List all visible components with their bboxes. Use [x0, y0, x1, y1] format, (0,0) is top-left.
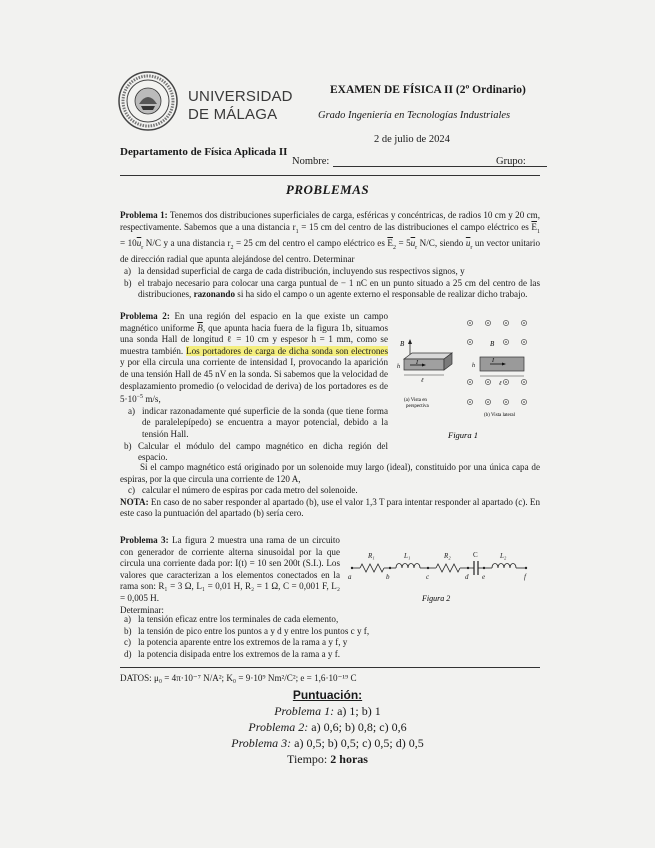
degree-name: Grado Ingeniería en Tecnologías Industriales	[318, 110, 511, 121]
group-field[interactable]	[496, 156, 547, 167]
problem-1-heading: Problema 1:	[120, 210, 168, 220]
problem-3-item-c: c) la potencia aparente entre los extremos de la rama a y f, y	[124, 637, 348, 648]
group-blank-line[interactable]	[529, 157, 547, 167]
section-title: PROBLEMAS	[285, 182, 370, 197]
problem-2-item-a: a) indicar razonadamente qué superficie de la sonda (que tiene forma de paralelepípedo) se encuentra a mayor potencial, debido a la tensión Hall.	[128, 405, 388, 439]
svg-text:R₁: R₁	[368, 552, 375, 560]
problem-2-item-c: c) calcular el número de espiras por cada metro del solenoide.	[128, 485, 358, 496]
svg-text:b: b	[386, 573, 390, 581]
field-B-label-b: B	[490, 340, 495, 348]
figure-1-caption: Figura 1	[448, 430, 478, 440]
grading-heading: Puntuación:	[292, 688, 363, 702]
thickness-h-label-b: h	[472, 363, 475, 369]
grading-problem-3: Problema 3: a) 0,5; b) 0,5; c) 0,5; d) 0,5	[231, 736, 424, 750]
svg-text:R₂: R₂	[444, 552, 451, 560]
svg-text:C: C	[473, 551, 478, 559]
problem-3-item-d: d) la potencia disipada entre los extremos de la rama a y f.	[124, 648, 341, 659]
footer-divider	[120, 667, 540, 668]
problem-3-heading: Problema 3:	[120, 535, 169, 545]
figure-1b-caption: (b) Vista lateral	[484, 413, 515, 418]
inductor-L1	[396, 564, 420, 569]
field-B-label-a: B	[400, 340, 405, 348]
figure-1-hall-probe	[392, 314, 542, 444]
exam-date: 2 de julio de 2024	[374, 134, 450, 145]
problem-1: Problema 1: Tenemos dos distribuciones superficiales de carga, esféricas y concéntricas, de radios 10 cm y 20 cm, respectivamente. Sabemos que a una distancia $r_1 = 15$ cm del centro de las distribuciones el campo eléctrico es $\overline{E}_1 = 10\overline{u}_r$ N/C y a una distancia $r_2 = 25$ cm del centro el campo eléctrico es $\overline{E}_2 = 5\overline{u}_r$ N/C, siendo $\overline{u}_r$ un vector unitario de dirección radial que apunta alejándose del centro. Determinar a) la densidad superficial de carga de cada distribución, incluyendo sus respectivos signos, y b) el trabajo necesario para colocar una carga puntual de − 1 nC en un punto situado a 25 cm del centro de las distribuciones, razonando si ha sido el campo o un agente externo el responsable de realizar dicho trabajo.	[120, 210, 541, 300]
figure-1b-side-view	[467, 320, 526, 418]
highlighted-text: Los portadores de carga de dicha sonda son electrones	[186, 345, 388, 356]
exam-title: EXAMEN DE FÍSICA II (2º Ordinario)	[330, 84, 526, 96]
problem-3-items	[120, 614, 540, 660]
current-I-label-b: I	[492, 358, 494, 364]
university-name: UNIVERSIDAD DE MÁLAGA	[188, 88, 293, 123]
svg-text:c: c	[426, 573, 430, 581]
length-l-label-b: ℓ	[499, 381, 502, 387]
exam-time: Tiempo: 2 horas	[287, 752, 368, 766]
department-name: Departamento de Física Aplicada II	[120, 146, 288, 158]
problem-3: Problema 3: La figura 2 muestra una rama de un circuito con generador de corriente alterna sinusoidal por la que circula una corriente dada por: I(t) = 10 sen 200t (S.I.). Los valores que caracterizan a los elementos conectados en la rama son: R₁ = 3 Ω, L₁ = 0,01 H, R₂ = 1 Ω, C = 0,001 F, L₂ = 0,005 H. Determinar:	[120, 535, 340, 615]
problem-1-item-b: b) el trabajo necesario para colocar una carga puntual de − 1 nC en un punto situado a 25 cm del centro de las distribuciones, razonando si ha sido el campo o un agente externo el responsable de realizar dicho trabajo.	[124, 277, 540, 300]
thickness-h-label-a: h	[397, 364, 400, 370]
problem-3-item-b: b) la tensión de pico entre los puntos a y d y entre los puntos c y f,	[124, 625, 370, 636]
inductor-L2	[492, 564, 516, 569]
grading-problem-1: Problema 1: a) 1; b) 1	[274, 704, 381, 718]
name-label: Nombre:	[292, 156, 330, 167]
figure-1a-perspective	[397, 339, 452, 409]
resistor-R1	[360, 564, 384, 572]
constants-data: DATOS: μ₀ = 4π·10⁻⁷ N/A²; K₀ = 9·10⁹ Nm²/C²; e = 1,6·10⁻¹⁹ C	[120, 673, 357, 683]
problem-2-note: NOTA: En caso de no saber responder al apartado (b), use el valor 1,3 T para intentar responder al apartado (c). En este caso la puntuación del apartado (b) sería cero.	[120, 496, 540, 519]
figure-2-circuit	[344, 546, 540, 608]
problem-2-continuation: Si el campo magnético está originado por un solenoide muy largo (ideal), constituido por una única capa de espiras, por la que circula una corriente de 120 A, c) calcular el número de espiras por cada metro del solenoide. NOTA: En caso de no saber responder al apartado (b), use el valor 1,3 T para intentar responder al apartado (c). En este caso la puntuación del apartado (b) sería cero.	[120, 462, 540, 519]
figure-2-caption: Figura 2	[422, 594, 451, 603]
figure-1a-caption-1: (a) Vista en	[404, 398, 427, 403]
svg-text:d: d	[465, 573, 469, 581]
problem-2: Problema 2: En una región del espacio en la que existe un campo magnético uniforme $\overline{B}$, que apunta hacia fuera de la figura 1b, situamos una sonda Hall de longitud ℓ = 10 cm y espesor h = 1 mm, como se muestra también. Los portadores de carga de dicha sonda son electrones y por ella circula una corriente de intensidad I, provocando la aparición de una tensión Hall de 45 nV en la sonda. Si sabemos que la velocidad de desplazamiento promedio (o velocidad de deriva) de los portadores es de $5\cdot 10^{-5}$ m/s, a) indicar razonadamente qué superficie de la sonda (que tiene forma de paralelepípedo) se encuentra a mayor potencial, debido a la tensión Hall. b) Calcular el módulo del campo magnético en dicha región del espacio.	[120, 311, 388, 463]
problem-2-heading: Problema 2:	[120, 311, 170, 321]
figure-1a-caption-2: perspectiva	[406, 404, 429, 409]
university-seal-logo	[117, 70, 179, 132]
svg-text:L₁: L₁	[404, 552, 411, 560]
problem-1-item-a: a) la densidad superficial de carga de cada distribución, incluyendo sus respectivos signos, y	[124, 266, 465, 276]
group-label: Grupo:	[496, 156, 526, 167]
resistor-R2	[436, 564, 460, 572]
problem-3-item-a: a) la tensión eficaz entre los terminales de cada elemento,	[124, 614, 339, 624]
problem-2-item-b: b) Calcular el módulo del campo magnético en dicha región del espacio.	[124, 440, 388, 463]
svg-text:f: f	[524, 573, 526, 581]
grading-problem-2: Problema 2: a) 0,6; b) 0,8; c) 0,6	[248, 720, 407, 734]
svg-text:e: e	[482, 573, 486, 581]
header-divider	[120, 175, 540, 176]
current-I-label-a: I	[416, 360, 418, 366]
svg-text:a: a	[348, 573, 352, 581]
svg-text:L₂: L₂	[500, 552, 507, 560]
length-l-label-a: ℓ	[421, 378, 424, 384]
